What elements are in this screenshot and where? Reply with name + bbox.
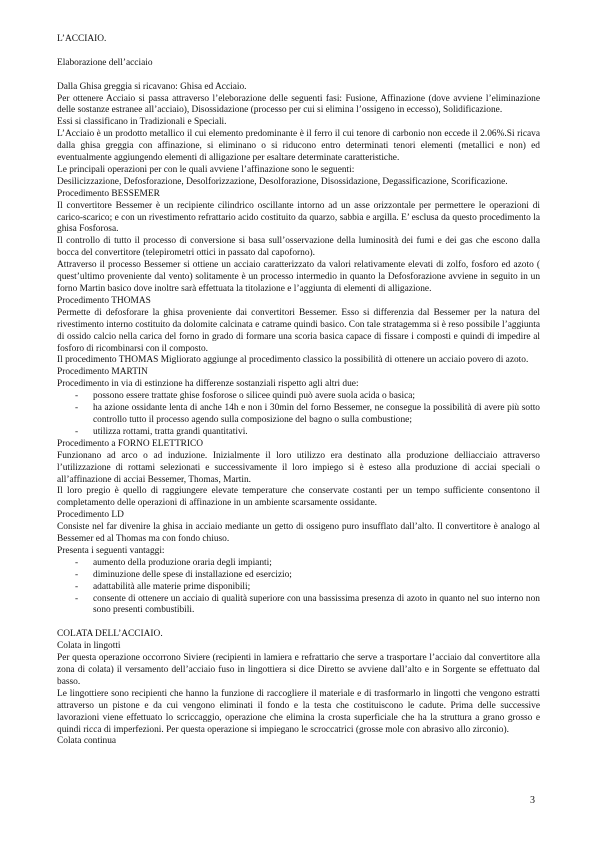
thomas-paragraph: Il procedimento THOMAS Migliorato aggiunge al procedimento classico la possibilità di ottenere un acciaio povero di azoto.	[57, 355, 529, 366]
list-item	[57, 570, 540, 582]
subheading-colata-lingotti: Colata in lingotti	[57, 641, 121, 652]
list-item-text: utilizza rottami, tratta grandi quantitativi.	[93, 426, 248, 437]
list-item-text: aumento della produzione oraria degli impianti;	[93, 557, 272, 568]
martin-intro: Procedimento in via di estinzione ha differenze sostanziali rispetto agli altri due:	[57, 379, 359, 390]
list-item-text: adattabilità alle materie prime disponibili;	[93, 581, 251, 592]
list-item	[57, 594, 540, 618]
section-heading-martin: Procedimento MARTIN	[57, 367, 148, 378]
colata-paragraph: Le lingottiere sono recipienti che hanno la funzione di raccogliere il materiale e di trasformarlo in lingotti che vengono estratti attraverso un pistone e da cui vengono eliminati il fondo e la testa che costituiscono le cadute. Prima delle successive lavorazioni viene effettuato lo scriccaggio, operazione che elimina la crosta superficiale che ha la struttura a grano grosso e quindi ricca di imperfezioni. Per questa operazione si impiegano le scroccatrici (grosse mole con abrasivo allo zirconio).	[57, 688, 540, 735]
bessemer-paragraph: Attraverso il processo Bessemer si ottiene un acciaio caratterizzato da valori relativamente elevati di zolfo, fosforo ed azoto ( quest’ultimo proveniente dal vento) solitamente è un processo intermedio in quanto la Defosforazione avviene in seguito in un forno Martin basico dove inoltre sarà effettuata la titolazione e l’aggiunta di elementi di alligazione.	[57, 260, 540, 294]
list-item	[57, 403, 540, 427]
martin-list	[57, 391, 540, 439]
doc-title: L’ACCIAIO.	[57, 34, 107, 44]
intro-paragraph: Desilicizzazione, Defosforazione, Desolforizzazione, Desolforazione, Disossidazione, Degassificazione, Scorificazione.	[57, 176, 508, 187]
list-item	[57, 427, 540, 439]
intro-paragraph: Dalla Ghisa greggia si ricavano: Ghisa ed Acciaio.	[57, 81, 247, 92]
list-item-text: diminuzione delle spese di installazione ed esercizio;	[93, 569, 292, 580]
section-heading-bessemer: Procedimento BESSEMER	[57, 188, 160, 199]
thomas-paragraph: Permette di defosforare la ghisa proveniente dai convertitori Bessemer. Esso si differenzia dal Bessemer per la natura del rivestimento interno costituito da dolomite calcinata e catrame quindi basico. Con tale stratagemma si è reso possibile l’aggiunta di ossido calcio nella carica del forno in grado di formare una scoria basica capace di fissare i composti e quindi di impedire al fosforo di ricombinarsi con il composto.	[57, 307, 540, 354]
dash-bullet: -	[75, 581, 79, 592]
list-item	[57, 391, 540, 403]
doc-subtitle: Elaborazione dell’acciaio	[57, 57, 153, 68]
bessemer-paragraph: Il controllo di tutto il processo di conversione si basa sull’osservazione della luminosità dei fumi e dei gas che escono dalla bocca del convertitore (telepirometri ottici in passato dal capoforno).	[57, 236, 540, 259]
ld-intro: Presenta i seguenti vantaggi:	[57, 545, 165, 556]
subheading-colata-continua: Colata continua	[57, 736, 117, 747]
dash-bullet: -	[75, 569, 79, 580]
bessemer-paragraph: Il convertitore Bessemer è un recipiente cilindrico oscillante intorno ad un asse orizzontale per permettere le operazioni di carico-scarico; e con un rivestimento refrattario acido costituito da quarzo, sabbia e argilla. E’ esclusa da questo procedimento la ghisa Fosforosa.	[57, 200, 540, 235]
intro-paragraph: Le principali operazioni per con le quali avviene l’affinazione sono le seguenti:	[57, 164, 355, 175]
section-heading-ld: Procedimento LD	[57, 510, 124, 521]
dash-bullet: -	[75, 391, 79, 402]
document-page	[57, 34, 540, 748]
dash-bullet: -	[75, 593, 79, 604]
section-heading-forno: Procedimento a FORNO ELETTRICO	[57, 438, 204, 449]
ld-paragraph: Consiste nel far divenire la ghisa in acciaio mediante un getto di ossigeno puro insufflato dall’alto. Il convertitore è analogo al Bessemer ed al Thomas ma con fondo chiuso.	[57, 522, 540, 545]
dash-bullet: -	[75, 403, 79, 414]
ld-list	[57, 558, 540, 618]
intro-paragraph: L’Acciaio è un prodotto metallico il cui elemento predominante è il ferro il cui tenore di carbonio non eccede il 2.06%.Si ricava dalla ghisa greggia con affinazione, si eliminano o si riducono entro determinati tenori elementi (metallici e non) ed eventualmente aggiungendo elementi di alligazione per esaltare determinate caratteristiche.	[57, 129, 540, 164]
list-item-text: consente di ottenere un acciaio di qualità superiore con una bassissima presenza di azoto in quanto nel suo interno non sono presenti combustibili.	[93, 593, 540, 616]
colata-paragraph: Per questa operazione occorrono Siviere (recipienti in lamiera e refrattario che serve a trasportare l’acciaio dal convertitore alla zona di colata) il versamento dell’acciaio fuso in lingottiera si dice Diretto se avviene dall’alto e in Sorgente se effettuato dal basso.	[57, 653, 540, 687]
page-number: 3	[530, 795, 535, 806]
list-item	[57, 582, 540, 594]
forno-paragraph: Funzionano ad arco o ad induzione. Inizialmente il loro utilizzo era destinato alla produzione delliacciaio attraverso l’utilizzazione di rottami selezionati e successivamente il loro impiego si è esteso alla produzione di acciai speciali o all’affinazione di acciai Bessemer, Thomas, Martin.	[57, 450, 540, 485]
dash-bullet: -	[75, 557, 79, 568]
section-heading-thomas: Procedimento THOMAS	[57, 295, 151, 306]
section-heading-colata: COLATA DELL’ACCIAIO.	[57, 629, 163, 640]
forno-paragraph: Il loro pregio è quello di raggiungere elevate temperature che conservate costanti per un tempo sufficiente consentono il completamento delle operazioni di affinazione in un ambiente scarsamente ossidante.	[57, 486, 540, 509]
list-item-text: possono essere trattate ghise fosforose o silicee quindi può avere suola acida o basica;	[93, 391, 416, 402]
intro-paragraph: Per ottenere Acciaio si passa attraverso l’eleborazione delle seguenti fasi: Fusione, Affinazione (dove avviene l’eliminazione delle sostanze estranee all’acciaio), Disossidazione (processo per cui si elimina l’ossigeno in eccesso), Solidificazione.	[57, 93, 540, 116]
intro-paragraph: Essi si classificano in Tradizionali e Speciali.	[57, 117, 227, 128]
dash-bullet: -	[75, 426, 79, 437]
list-item-text: ha azione ossidante lenta di anche 14h e non i 30min del forno Bessemer, ne consegue la possibilità di avere più sotto controllo tutto il processo agendo sulla composizione del bagno o sulla combustione;	[93, 403, 540, 425]
list-item	[57, 558, 540, 570]
